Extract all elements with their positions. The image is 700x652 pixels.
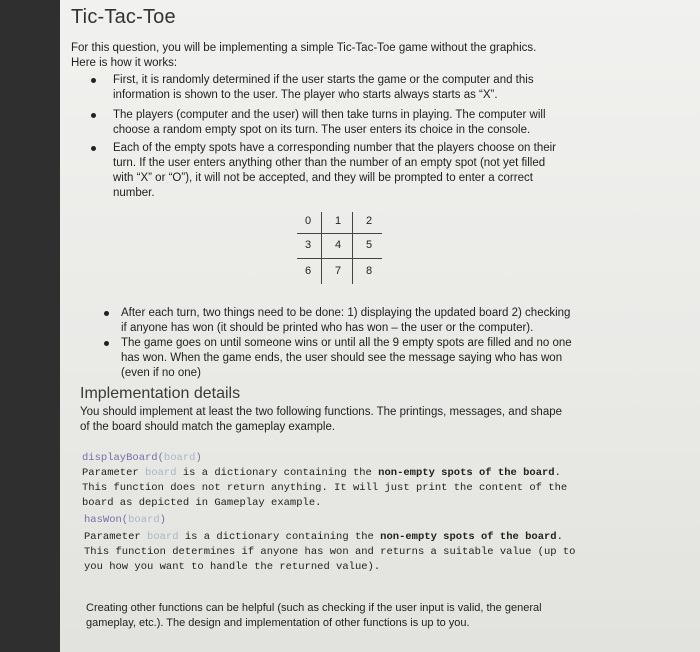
bullet-3-line-3: with “X” or “O”), it will not be accepted, and they will be prompted to enter a correct	[113, 172, 533, 184]
closing-line-2: gameplay, etc.). The design and implementation of other functions is up to you.	[86, 617, 470, 629]
function-signature-displayboard	[82, 451, 202, 466]
board-cell-8: 8	[365, 265, 373, 277]
displayboard-desc-line-1	[82, 466, 561, 481]
bullet-4-line-1: After each turn, two things need to be done: 1) displaying the updated board 2) checking	[121, 307, 571, 319]
intro-line-2: Here is how it works:	[71, 57, 178, 69]
board-cell-2: 2	[365, 215, 373, 227]
function-param: board	[163, 452, 196, 464]
board-grid-line	[297, 258, 382, 259]
board-grid-line	[297, 233, 382, 234]
intro-line-1: For this question, you will be implementing a simple Tic-Tac-Toe game without the graphics.	[71, 42, 537, 54]
board-cell-7: 7	[334, 265, 342, 277]
param-name: board	[147, 531, 179, 543]
bullet-dot	[104, 341, 109, 346]
desc-text: Parameter	[84, 531, 148, 543]
bullet-2-line-2: choose a random empty spot on its turn. The user enters its choice in the console.	[113, 124, 531, 136]
desc-text: Parameter	[82, 467, 146, 479]
displayboard-desc-line-3: board as depicted in Gameplay example.	[82, 497, 322, 509]
board-cell-0: 0	[304, 215, 312, 227]
board-cell-5: 5	[365, 239, 373, 251]
board-cell-6: 6	[304, 265, 312, 277]
board-grid-line	[352, 212, 353, 284]
haswon-desc-line-3: you how you want to handle the returned value).	[84, 561, 381, 573]
closing-line-1: Creating other functions can be helpful (such as checking if the user input is valid, the general	[86, 602, 542, 614]
desc-text: .	[554, 467, 561, 479]
desc-bold: non-empty spots of the board	[380, 531, 557, 543]
function-name: hasWon(	[84, 514, 129, 526]
function-paren: )	[195, 452, 202, 464]
bullet-dot	[91, 113, 96, 118]
bullet-3-line-4: number.	[113, 187, 155, 199]
bullet-5-line-2: has won. When the game ends, the user should see the message saying who has won	[121, 352, 563, 364]
desc-bold: non-empty spots of the board	[378, 467, 555, 479]
bullet-3-line-2: turn. If the user enters anything other than the number of an empty spot (not yet filled	[113, 157, 546, 169]
bullet-5-line-1: The game goes on until someone wins or until all the 9 empty spots are filled and no one	[121, 337, 572, 349]
function-paren: )	[159, 514, 166, 526]
desc-text: .	[556, 531, 563, 543]
haswon-desc-line-1	[84, 530, 563, 545]
function-signature-haswon	[84, 513, 166, 528]
impl-line-1: You should implement at least the two following functions. The printings, messages, and shape	[80, 406, 563, 418]
bullet-3-line-1: Each of the empty spots have a corresponding number that the players choose on their	[113, 142, 557, 154]
bullet-dot	[104, 311, 109, 316]
board-grid-line	[321, 212, 322, 284]
bullet-dot	[91, 78, 96, 83]
document-page	[60, 0, 700, 652]
board-cell-1: 1	[334, 215, 342, 227]
board-cell-4: 4	[334, 239, 342, 251]
page-title: Tic-Tac-Toe	[71, 6, 176, 28]
haswon-desc-line-2: This function determines if anyone has won and returns a suitable value (up to	[84, 546, 576, 558]
board-cell-3: 3	[304, 239, 312, 251]
bullet-1-line-1: First, it is randomly determined if the user starts the game or the computer and this	[113, 74, 534, 86]
bullet-dot	[91, 146, 96, 151]
bullet-5-line-3: (even if no one)	[121, 367, 201, 379]
desc-text: is a dictionary containing the	[176, 467, 379, 479]
bullet-1-line-2: information is shown to the user. The player who starts always starts as “X”.	[113, 89, 498, 101]
impl-line-2: of the board should match the gameplay example.	[80, 421, 336, 433]
bullet-4-line-2: if anyone has won (it should be printed who has won – the user or the computer).	[121, 322, 534, 334]
param-name: board	[145, 467, 177, 479]
desc-text: is a dictionary containing the	[178, 531, 381, 543]
displayboard-desc-line-2: This function does not return anything. It will just print the content of the	[82, 482, 568, 494]
function-name: displayBoard(	[82, 452, 164, 464]
bullet-2-line-1: The players (computer and the user) will then take turns in playing. The computer will	[113, 109, 546, 121]
section-heading: Implementation details	[80, 385, 241, 402]
function-param: board	[128, 514, 160, 526]
